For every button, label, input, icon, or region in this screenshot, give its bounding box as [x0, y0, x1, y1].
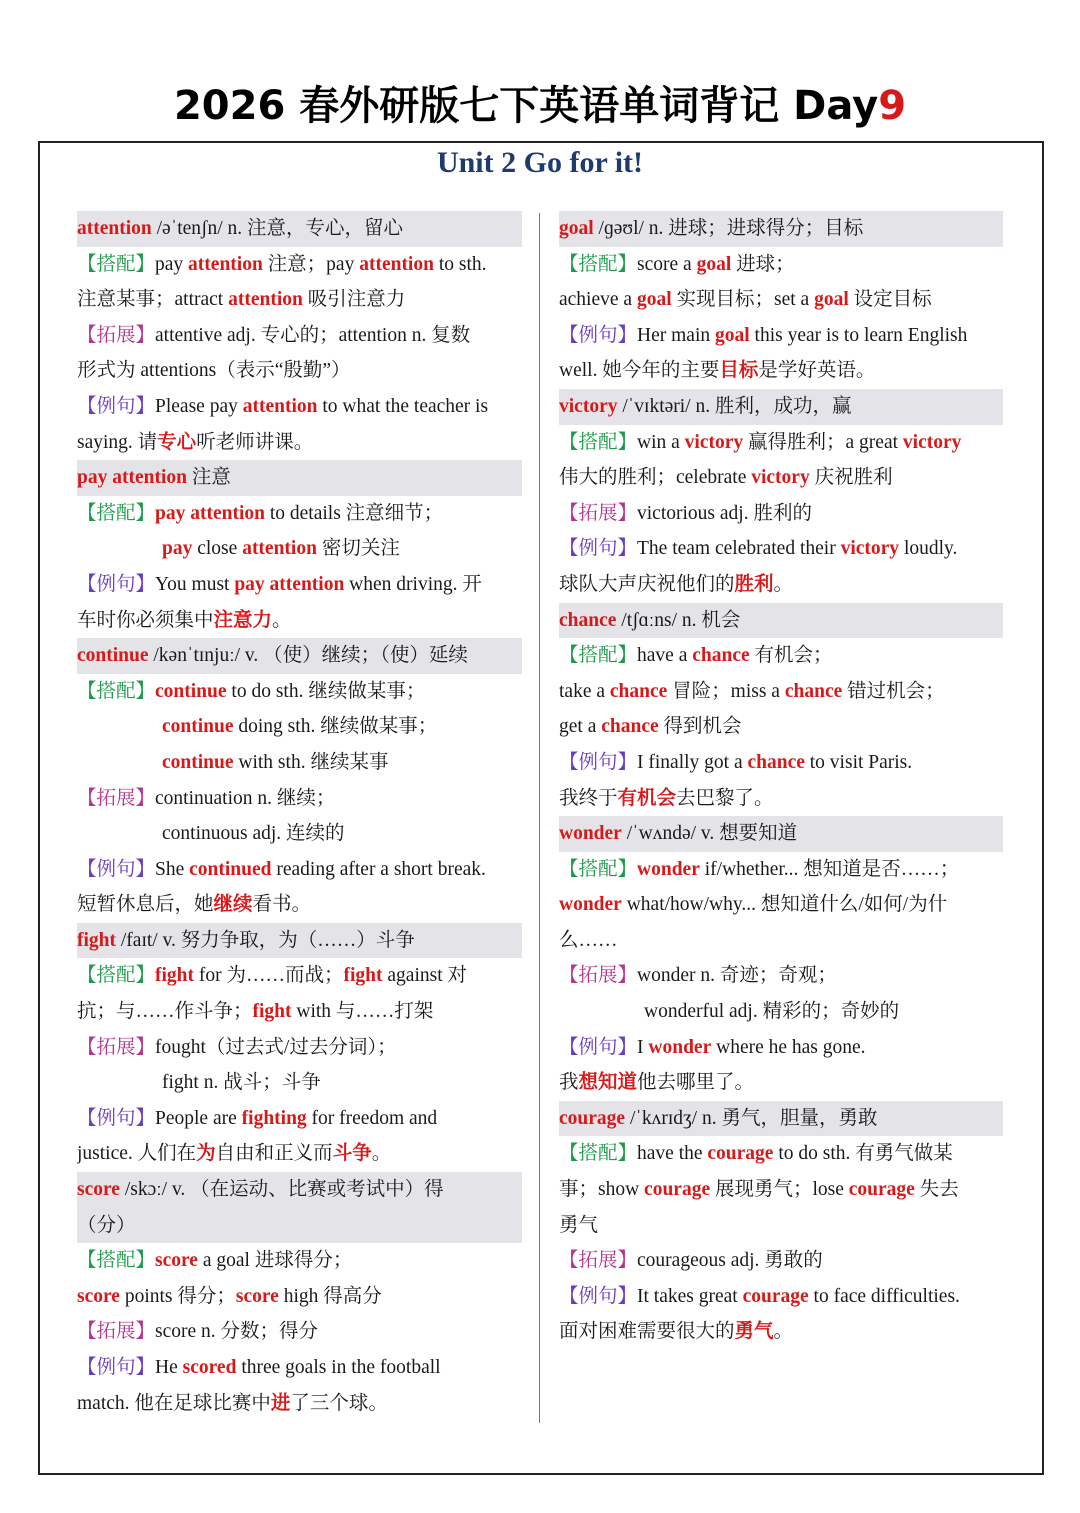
headword-line — [77, 460, 522, 496]
entry-line — [77, 816, 522, 852]
highlight: chance — [601, 716, 659, 738]
text: 赢得胜利；a great — [743, 431, 903, 453]
tag-example: 【例句】 — [77, 1357, 156, 1378]
entry-line — [559, 460, 1003, 496]
entry-line — [77, 1350, 522, 1386]
text: with sth. 继续某事 — [233, 751, 389, 773]
headword-line — [77, 1172, 522, 1208]
headword-line — [77, 211, 522, 247]
text: /skɔː/ v. （在运动、比赛或考试中）得 — [119, 1179, 444, 1201]
text: 。 — [272, 609, 292, 631]
tag-collocation: 【搭配】 — [77, 965, 156, 987]
highlight: courage — [644, 1179, 711, 1201]
headword-line — [559, 603, 1003, 639]
tag-collocation: 【搭配】 — [77, 502, 156, 524]
text: 我终于 — [559, 787, 618, 809]
entry-line — [77, 994, 522, 1030]
entry-line — [77, 567, 522, 603]
headword: score — [77, 1179, 120, 1201]
entry-line — [77, 282, 522, 318]
text: to sth. — [433, 253, 487, 275]
tag-extension: 【拓展】 — [559, 1250, 638, 1272]
entry-line — [559, 781, 1003, 817]
highlight: scored — [182, 1357, 237, 1378]
highlight: pay — [162, 538, 193, 560]
headword: continue — [77, 645, 149, 667]
entry-line — [77, 1101, 522, 1137]
text: against 对 — [382, 965, 467, 987]
entry-line — [559, 425, 1003, 461]
highlight: chance — [609, 680, 668, 702]
tag-example: 【例句】 — [559, 538, 638, 560]
text: reading after a short break. — [271, 858, 486, 880]
highlight: 专心 — [157, 431, 197, 453]
headword: wonder — [559, 823, 622, 845]
highlight: attention — [228, 289, 303, 311]
text: 球队大声庆祝他们的 — [559, 573, 735, 595]
tag-example: 【例句】 — [559, 1285, 638, 1307]
text: match. 他在足球比赛中 — [77, 1392, 271, 1414]
text: 车时你必须集中 — [77, 609, 214, 631]
highlight: 想知道 — [578, 1072, 638, 1094]
highlight: attention — [188, 253, 263, 275]
text: 有机会； — [749, 645, 833, 667]
text: for 为……而战； — [194, 965, 344, 987]
text: continuous adj. 连续的 — [162, 823, 345, 845]
highlight: pay attention — [155, 502, 265, 524]
page-title — [0, 80, 1080, 132]
text: 事；show — [559, 1179, 645, 1201]
unit-title: Unit 2 Go for it! — [436, 146, 644, 179]
text: when driving. 开 — [344, 573, 482, 595]
left-column — [77, 211, 522, 1421]
highlight: 目标 — [719, 360, 759, 382]
text: It takes great — [637, 1285, 743, 1307]
highlight: courage — [848, 1179, 915, 1201]
text: 。 — [371, 1143, 392, 1165]
text: /kənˈtɪnjuː/ v. （使）继续；（使）延续 — [148, 645, 468, 667]
entry-line — [559, 1279, 1003, 1315]
highlight: victory — [840, 538, 900, 560]
text: 他去哪里了。 — [637, 1072, 755, 1094]
text: to what the teacher is — [317, 395, 489, 417]
text: high 得高分 — [278, 1285, 382, 1307]
text: to face difficulties. — [808, 1285, 960, 1307]
entry-line — [559, 994, 1003, 1030]
entry-line — [77, 852, 522, 888]
text: 注意；pay — [262, 253, 360, 275]
highlight: 斗争 — [332, 1143, 372, 1165]
tag-extension: 【拓展】 — [77, 324, 156, 346]
text: Her main — [637, 324, 715, 346]
highlight: 注意力 — [213, 609, 273, 631]
highlight: victory — [684, 431, 744, 453]
tag-extension: 【拓展】 — [559, 965, 638, 987]
headword: chance — [559, 609, 617, 631]
text: You must — [155, 573, 235, 595]
entry-line — [77, 674, 522, 710]
headword-line — [559, 211, 1003, 247]
highlight: pay attention — [234, 573, 345, 595]
page-title-day: 9 — [878, 83, 907, 129]
text: take a — [559, 680, 610, 702]
tag-extension: 【拓展】 — [77, 1321, 156, 1343]
highlight: 进 — [270, 1392, 291, 1414]
text: 实现目标；set a — [671, 289, 815, 311]
entry-line — [559, 674, 1003, 710]
entry-line — [559, 709, 1003, 745]
highlight: 为 — [196, 1143, 216, 1165]
text: achieve a — [559, 289, 637, 311]
column-divider — [539, 213, 540, 1423]
text: points 得分； — [119, 1285, 236, 1307]
tag-extension: 【拓展】 — [77, 787, 156, 809]
tag-extension: 【拓展】 — [77, 1036, 156, 1058]
entry-line — [559, 1136, 1003, 1172]
headword: courage — [559, 1107, 626, 1129]
text: /tʃɑːns/ n. 机会 — [616, 609, 741, 631]
text: have the — [637, 1143, 708, 1165]
highlight: goal — [715, 324, 750, 346]
text: to details 注意细节； — [264, 502, 444, 524]
text: three goals in the football — [236, 1357, 441, 1378]
text: this year is to learn English — [749, 324, 968, 346]
right-column — [559, 211, 1003, 1350]
headword: goal — [559, 218, 594, 239]
tag-example: 【例句】 — [77, 1107, 156, 1129]
entry-line — [77, 745, 522, 781]
text: 看书。 — [252, 894, 312, 916]
text: wonder n. 奇迹；奇观； — [637, 965, 837, 987]
entry-line — [77, 781, 522, 817]
tag-collocation: 【搭配】 — [559, 431, 638, 453]
text: 设定目标 — [848, 289, 932, 311]
entry-line — [559, 958, 1003, 994]
text: courageous adj. 勇敢的 — [637, 1250, 823, 1272]
headword-line — [559, 389, 1003, 425]
text: close — [192, 538, 243, 560]
entry-line — [77, 1243, 522, 1279]
entry-line — [559, 1243, 1003, 1279]
text: score a — [637, 253, 697, 275]
highlight: score — [77, 1285, 120, 1307]
highlight: fight — [155, 965, 195, 987]
entry-line — [77, 389, 522, 425]
text: 。 — [773, 573, 794, 595]
tag-collocation: 【搭配】 — [559, 1143, 638, 1165]
text: if/whether... 想知道是否……； — [699, 858, 960, 880]
text: 短暂休息后，她 — [77, 894, 214, 916]
text: 进球； — [731, 253, 795, 275]
text: She — [155, 858, 190, 880]
highlight: fight — [252, 1001, 292, 1023]
highlight: score — [155, 1250, 198, 1272]
entry-line — [559, 567, 1003, 603]
text: 形式为 attentions（表示“殷勤”） — [77, 360, 351, 382]
entry-line — [77, 247, 522, 283]
text: 自由和正义而 — [215, 1143, 333, 1165]
entry-line — [559, 282, 1003, 318]
text: 勇气 — [559, 1214, 599, 1236]
highlight: chance — [692, 645, 750, 667]
highlight: goal — [696, 253, 732, 275]
tag-collocation: 【搭配】 — [77, 680, 156, 702]
highlight: continue — [155, 680, 227, 702]
highlight: goal — [636, 289, 672, 311]
text: score n. 分数；得分 — [155, 1321, 319, 1343]
text: continuation n. 继续； — [155, 787, 336, 809]
text: wonderful adj. 精彩的；奇妙的 — [644, 1001, 900, 1023]
text: He — [155, 1357, 183, 1378]
highlight: 胜利 — [734, 573, 774, 595]
text: I — [637, 1036, 649, 1058]
highlight: fighting — [241, 1107, 307, 1129]
entry-line — [77, 1279, 522, 1315]
tag-example: 【例句】 — [77, 395, 156, 417]
text: /faɪt/ v. 努力争取，为（……）斗争 — [116, 929, 415, 951]
entry-line — [77, 603, 522, 639]
tag-example: 【例句】 — [77, 573, 156, 595]
text: /ˈvɪktəri/ n. 胜利，成功，赢 — [617, 395, 852, 417]
text: to do sth. 继续做某事； — [226, 680, 426, 702]
headword-line — [77, 638, 522, 674]
text: 我 — [559, 1072, 579, 1094]
headword-line — [77, 923, 522, 959]
entry-line — [77, 496, 522, 532]
highlight: victory — [902, 431, 962, 453]
entry-line — [77, 425, 522, 461]
text: 错过机会； — [842, 680, 945, 702]
text: saying. 请 — [77, 431, 158, 453]
page-title-main: 2026 春外研版七下英语单词背记 Day — [173, 83, 879, 129]
text: 伟大的胜利；celebrate — [559, 467, 752, 489]
highlight: courage — [707, 1143, 774, 1165]
headword-line — [559, 816, 1003, 852]
entry-line — [77, 1314, 522, 1350]
highlight: continue — [162, 751, 234, 773]
text: with 与……打架 — [291, 1001, 434, 1023]
highlight: wonder — [648, 1036, 712, 1058]
text: 失去 — [914, 1179, 959, 1201]
text: People are — [155, 1107, 242, 1129]
text: I finally got a — [637, 751, 748, 773]
highlight: goal — [814, 289, 849, 311]
headword: pay attention — [77, 467, 187, 489]
entry-line — [559, 1172, 1003, 1208]
text: fought（过去式/过去分词）； — [155, 1036, 397, 1058]
tag-collocation: 【搭配】 — [559, 253, 638, 275]
text: 去巴黎了。 — [676, 787, 774, 809]
entry-line — [77, 353, 522, 389]
entry-line — [559, 531, 1003, 567]
text: 得到机会 — [658, 716, 742, 738]
text: 展现勇气；lose — [710, 1179, 849, 1201]
text: to do sth. 有勇气做某 — [773, 1143, 953, 1165]
text: /əˈtenʃn/ n. 注意，专心，留心 — [151, 218, 404, 239]
text: Please pay — [155, 395, 243, 417]
text: for freedom and — [306, 1107, 438, 1129]
highlight: attention — [242, 395, 318, 417]
text: 密切关注 — [316, 538, 400, 560]
highlight: continued — [189, 858, 272, 880]
text: fight n. 战斗；斗争 — [162, 1072, 321, 1094]
text: 了三个球。 — [290, 1392, 388, 1414]
entry-line — [77, 1030, 522, 1066]
entry-line — [559, 1030, 1003, 1066]
text: get a — [559, 716, 602, 738]
entry-line — [77, 531, 522, 567]
tag-example: 【例句】 — [77, 858, 156, 880]
highlight: victory — [751, 467, 810, 489]
tag-example: 【例句】 — [559, 751, 638, 773]
highlight: 继续 — [213, 894, 253, 916]
text: have a — [637, 645, 693, 667]
text: 是学好英语。 — [758, 360, 876, 382]
highlight: wonder — [559, 894, 622, 916]
highlight: courage — [742, 1285, 809, 1307]
text: 面对困难需要很大的 — [559, 1321, 735, 1343]
entry-line — [77, 709, 522, 745]
entry-line — [77, 887, 522, 923]
entry-line — [77, 1136, 522, 1172]
entry-line — [77, 1065, 522, 1101]
tag-extension: 【拓展】 — [559, 502, 638, 524]
text: attentive adj. 专心的；attention n. 复数 — [155, 324, 471, 346]
entry-line — [559, 353, 1003, 389]
text: victorious adj. 胜利的 — [637, 502, 812, 524]
text: well. 她今年的主要 — [559, 360, 720, 382]
text: /ɡəʊl/ n. 进球；进球得分；目标 — [593, 218, 864, 239]
text: pay — [155, 253, 189, 275]
text: where he has gone. — [711, 1036, 866, 1058]
text: justice. 人们在 — [77, 1143, 197, 1165]
highlight: continue — [162, 716, 234, 738]
entry-line — [559, 1314, 1003, 1350]
text: /ˈwʌndə/ v. 想要知道 — [621, 823, 798, 845]
tag-example: 【例句】 — [559, 324, 638, 346]
entry-line — [559, 745, 1003, 781]
text: 么…… — [559, 929, 618, 951]
entry-line — [77, 958, 522, 994]
headword-line — [559, 1101, 1003, 1137]
text: 听老师讲课。 — [196, 431, 314, 453]
entry-line — [559, 247, 1003, 283]
entry-line — [559, 318, 1003, 354]
entry-line — [77, 318, 522, 354]
headword: victory — [559, 395, 618, 417]
headword-line — [77, 1208, 522, 1244]
text: 冒险；miss a — [667, 680, 785, 702]
text: loudly. — [899, 538, 958, 560]
highlight: chance — [784, 680, 843, 702]
text: 注意 — [186, 467, 231, 489]
highlight: wonder — [637, 858, 700, 880]
text: 注意某事；attract — [77, 289, 229, 311]
text: 抗；与……作斗争； — [77, 1001, 253, 1023]
tag-example: 【例句】 — [559, 1036, 638, 1058]
entry-line — [559, 852, 1003, 888]
text: to visit Paris. — [804, 751, 913, 773]
text: （分） — [77, 1214, 136, 1236]
text: win a — [637, 431, 685, 453]
headword: attention — [77, 218, 152, 239]
highlight: attention — [359, 253, 434, 275]
text: 庆祝胜利 — [809, 467, 893, 489]
highlight: 有机会 — [617, 787, 677, 809]
text: The team celebrated their — [637, 538, 841, 560]
tag-collocation: 【搭配】 — [77, 1250, 156, 1272]
text: a goal 进球得分； — [197, 1250, 353, 1272]
entry-line — [77, 1386, 522, 1422]
text: /ˈkʌrɪdʒ/ n. 勇气，胆量，勇敢 — [625, 1107, 878, 1129]
entry-line — [559, 1208, 1003, 1244]
tag-collocation: 【搭配】 — [559, 858, 638, 880]
highlight: fight — [343, 965, 383, 987]
entry-line — [559, 638, 1003, 674]
entry-line — [559, 496, 1003, 532]
highlight: 勇气 — [734, 1321, 774, 1343]
entry-line — [559, 1065, 1003, 1101]
entry-line — [559, 923, 1003, 959]
highlight: attention — [242, 538, 317, 560]
text: doing sth. 继续做某事； — [233, 716, 438, 738]
headword: fight — [77, 929, 116, 951]
highlight: chance — [747, 751, 805, 773]
tag-collocation: 【搭配】 — [559, 645, 638, 667]
entry-line — [559, 887, 1003, 923]
text: 。 — [773, 1321, 794, 1343]
tag-collocation: 【搭配】 — [77, 253, 156, 275]
text: what/how/why... 想知道什么/如何/为什 — [621, 894, 948, 916]
text: 吸引注意力 — [302, 289, 406, 311]
highlight: score — [235, 1285, 279, 1307]
